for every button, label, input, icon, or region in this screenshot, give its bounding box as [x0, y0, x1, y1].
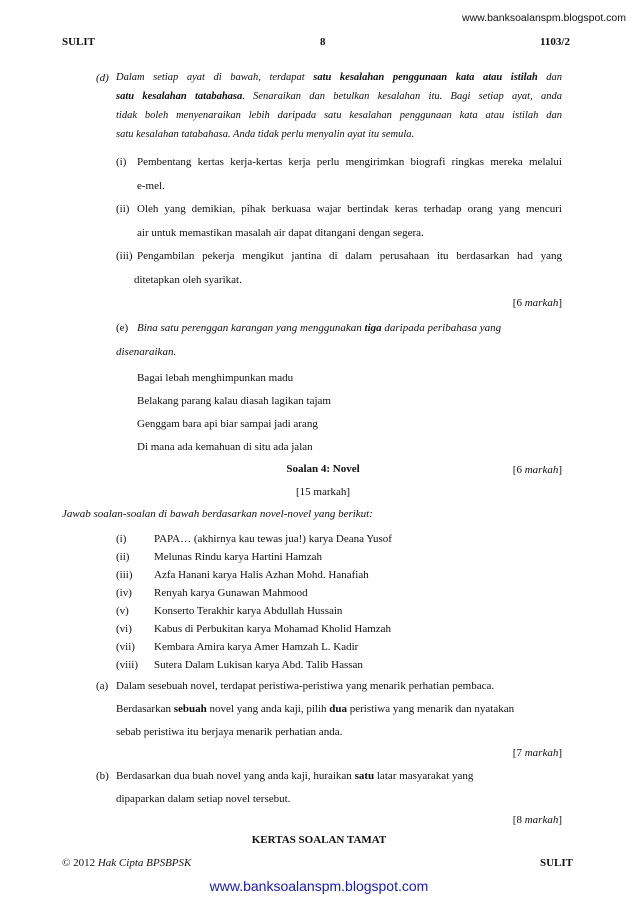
question-e-line-1: Bina satu perenggan karangan yang menggunakan tiga daripada peribahasa yang [137, 322, 502, 334]
item-i-label: (i) [116, 156, 127, 168]
question-a-line-3: sebab peristiwa itu berjaya menarik perhatian anda. [116, 726, 343, 738]
proverb-item: Genggam bara api biar sampai jadi arang [137, 418, 318, 430]
proverb-item: Belakang parang kalau diasah lagikan tajam [137, 395, 331, 407]
novel-title: PAPA… (akhirnya kau tewas jua!) karya Deana Yusof [154, 533, 392, 545]
question-b-line-2: dipaparkan dalam setiap novel tersebut. [116, 793, 291, 805]
novel-title: Kembara Amira karya Amer Hamzah L. Kadir [154, 641, 359, 653]
question-e-label: (e) [116, 322, 129, 334]
watermark-bottom: www.banksoalanspm.blogspot.com [209, 878, 429, 894]
end-of-paper-text: KERTAS SOALAN TAMAT [251, 834, 387, 846]
novel-title: Sutera Dalam Lukisan karya Abd. Talib Hassan [154, 659, 363, 671]
item-i-line-2: e-mel. [137, 180, 165, 192]
question-b-label: (b) [96, 770, 109, 782]
question-e-marks: [6 markah] [512, 464, 562, 476]
question-a-line-1: Dalam sesebuah novel, terdapat peristiwa-peristiwa yang menarik perhatian pembaca. [116, 680, 495, 692]
watermark-top: www.banksoalanspm.blogspot.com [461, 12, 626, 24]
item-iii-line-2: ditetapkan oleh syarikat. [134, 274, 242, 286]
novel-title: Azfa Hanani karya Halis Azhan Mohd. Hanafiah [154, 569, 369, 581]
footer-sulit: SULIT [540, 857, 574, 869]
question-e-line-2: disenaraikan. [116, 346, 177, 358]
question-b-marks: [8 markah] [512, 814, 562, 826]
section-marks: [15 markah] [295, 486, 351, 498]
item-iii-line-1: Pengambilan pekerja mengikut jantina di dalam perusahaan itu berdasarkan had yang [137, 250, 562, 262]
question-a-marks: [7 markah] [512, 747, 562, 759]
novel-number: (iii) [116, 569, 133, 581]
novel-title: Melunas Rindu karya Hartini Hamzah [154, 551, 323, 563]
novel-number: (v) [116, 605, 129, 617]
novel-number: (viii) [116, 659, 138, 671]
novel-number: (vi) [116, 623, 132, 635]
proverb-item: Di mana ada kemahuan di situ ada jalan [137, 441, 313, 453]
novel-number: (vii) [116, 641, 135, 653]
item-ii-line-1: Oleh yang demikian, pihak berkuasa wajar bertindak keras terhadap orang yang mencuri [137, 203, 562, 215]
question-d-line-2: satu kesalahan tatabahasa. Senaraikan dan betulkan kesalahan itu. Bagi setiap ayat, anda [116, 91, 562, 102]
item-ii-label: (ii) [116, 203, 130, 215]
question-b-line-1: Berdasarkan dua buah novel yang anda kaji, huraikan satu latar masyarakat yang [116, 770, 474, 782]
section-instruction: Jawab soalan-soalan di bawah berdasarkan novel-novel yang berikut: [62, 508, 373, 520]
question-a-line-2: Berdasarkan sebuah novel yang anda kaji, pilih dua peristiwa yang menarik dan nyatakan [116, 703, 515, 715]
question-d-line-3: tidak boleh menyenaraikan lebih daripada satu kesalahan penggunaan kata atau istilah dan [116, 110, 562, 121]
novel-number: (iv) [116, 587, 132, 599]
item-i-line-1: Pembentang kertas kerja-kertas kerja perlu mengirimkan biografi ringkas mereka melalui [137, 156, 562, 168]
novel-title: Kabus di Perbukitan karya Mohamad Kholid Hamzah [154, 623, 392, 635]
question-a-label: (a) [96, 680, 109, 692]
footer-copyright: © 2012 Hak Cipta BPSBPSK [62, 857, 192, 869]
novel-number: (i) [116, 533, 127, 545]
proverb-item: Bagai lebah menghimpunkan madu [137, 372, 294, 384]
header-sulit: SULIT [62, 36, 96, 48]
header-page-number: 8 [320, 36, 326, 48]
section-title: Soalan 4: Novel [286, 463, 360, 475]
novel-number: (ii) [116, 551, 130, 563]
question-d-line-1: Dalam setiap ayat di bawah, terdapat satu kesalahan penggunaan kata atau istilah dan [116, 72, 562, 83]
question-d-label: (d) [96, 72, 109, 84]
question-d-line-4: satu kesalahan tatabahasa. Anda tidak perlu menyalin ayat itu semula. [116, 129, 415, 140]
novel-title: Konserto Terakhir karya Abdullah Hussain [154, 605, 343, 617]
item-iii-label: (iii) [116, 250, 133, 262]
header-paper-code: 1103/2 [540, 36, 570, 48]
question-d-marks: [6 markah] [512, 297, 562, 309]
novel-title: Renyah karya Gunawan Mahmood [154, 587, 308, 599]
item-ii-line-2: air untuk memastikan masalah air dapat ditangani dengan segera. [137, 227, 424, 239]
